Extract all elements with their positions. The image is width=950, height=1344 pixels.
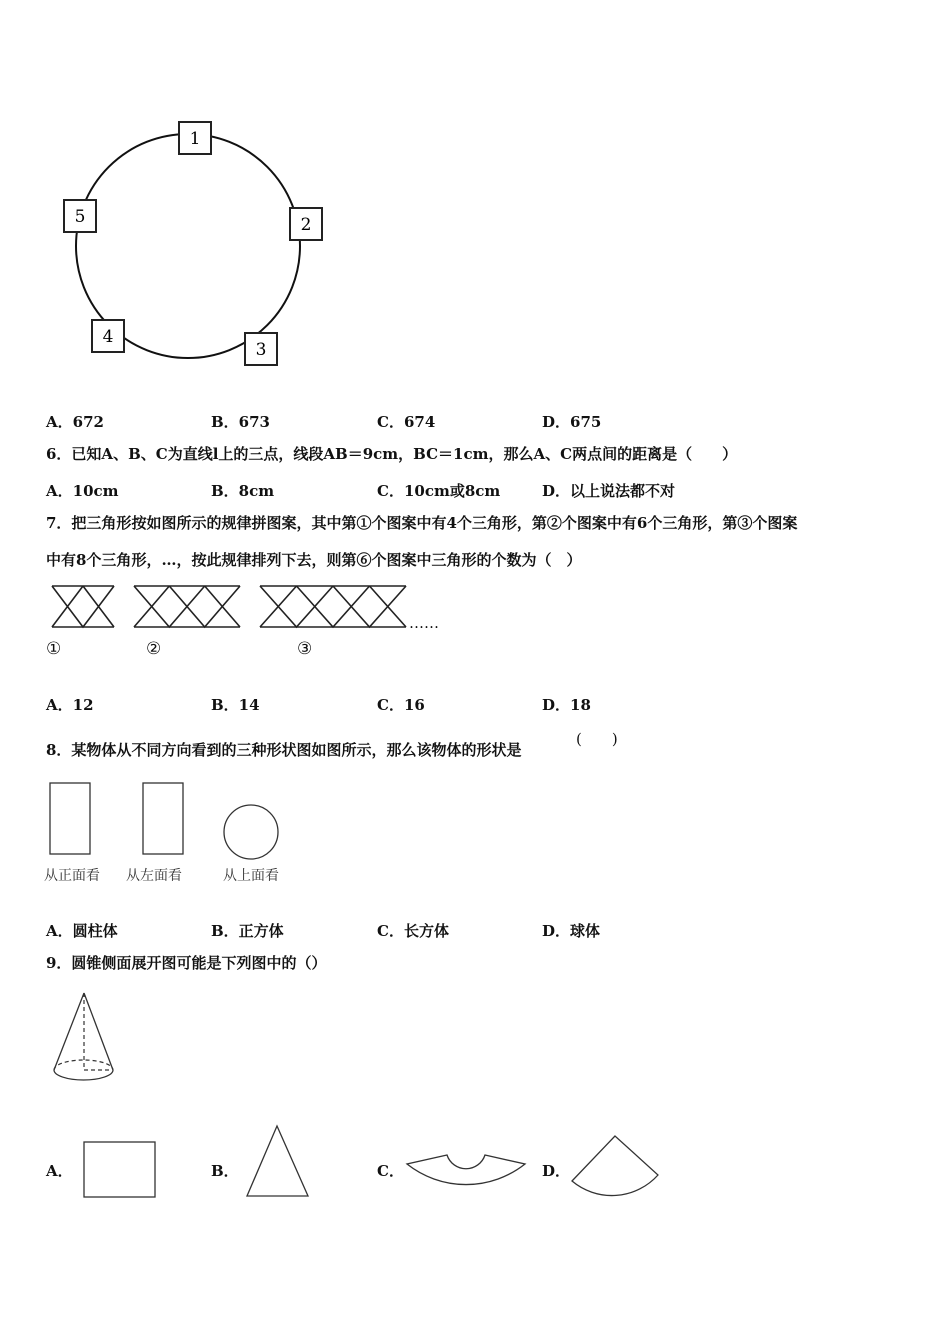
q5-option-b[interactable]: B．673	[211, 413, 270, 431]
q8-option-c[interactable]: C．长方体	[377, 922, 449, 940]
q9-option-b[interactable]: B．	[211, 1162, 239, 1180]
q7-pattern-label-1: ①	[46, 639, 62, 659]
q5-option-a[interactable]: A．672	[46, 413, 104, 431]
q6-option-a[interactable]: A．10cm	[46, 482, 119, 500]
q7-option-b[interactable]: B．14	[211, 696, 260, 714]
q7-option-c[interactable]: C．16	[377, 696, 425, 714]
q8-front-view-label: 从正面看	[44, 868, 100, 884]
q6-option-c[interactable]: C．10cm或8cm	[377, 482, 501, 500]
q8-option-a[interactable]: A．圆柱体	[46, 922, 118, 940]
q7-option-d[interactable]: D．18	[542, 696, 591, 714]
q5-box-5-label: 5	[74, 207, 86, 227]
q5-option-c[interactable]: C．674	[377, 413, 436, 431]
q5-box-3-label: 3	[255, 340, 267, 360]
q9-option-c-annular-sector[interactable]	[407, 1155, 525, 1185]
q8-top-view-label: 从上面看	[223, 868, 279, 884]
q7-option-a[interactable]: A．12	[46, 696, 94, 714]
q7-pattern-label-3: ③	[297, 639, 313, 659]
q9-option-d[interactable]: D．	[542, 1162, 571, 1180]
q7-question-line-1: 7．把三角形按如图所示的规律拼图案，其中第①个图案中有4个三角形，第②个图案中有6个三角形，第③个图案	[46, 514, 798, 532]
q9-question-text: 9．圆锥侧面展开图可能是下列图中的（）	[46, 954, 327, 972]
q5-option-d[interactable]: D．675	[542, 413, 602, 431]
q8-left-view-label: 从左面看	[126, 868, 182, 884]
q9-option-b-triangle[interactable]	[247, 1126, 308, 1196]
q9-option-a[interactable]: A．	[46, 1162, 73, 1180]
q9-option-d-sector[interactable]	[572, 1136, 658, 1196]
q9-option-a-rectangle[interactable]	[84, 1142, 155, 1197]
q9-option-c[interactable]: C．	[377, 1162, 404, 1180]
q8-option-b[interactable]: B．正方体	[211, 922, 284, 940]
q6-question-text: 6．已知A、B、C为直线l上的三点，线段AB＝9cm，BC＝1cm，那么A、C两点间的距离是（ ）	[46, 445, 738, 463]
q5-box-4-label: 4	[102, 327, 114, 347]
q5-box-1-label: 1	[189, 129, 201, 149]
q6-option-d[interactable]: D．以上说法都不对	[542, 482, 676, 500]
q8-question-text: 8．某物体从不同方向看到的三种形状图如图所示，那么该物体的形状是	[46, 741, 522, 759]
q7-pattern-label-2: ②	[146, 639, 162, 659]
q7-question-line-2: 中有8个三角形，…，按此规律排列下去，则第⑥个图案中三角形的个数为（ ）	[46, 551, 582, 569]
q7-ellipsis: ……	[409, 614, 439, 632]
q6-option-b[interactable]: B．8cm	[211, 482, 275, 500]
q5-box-2-label: 2	[300, 215, 312, 235]
q8-answer-paren: ( )	[576, 730, 618, 748]
q8-option-d[interactable]: D．球体	[542, 922, 601, 940]
